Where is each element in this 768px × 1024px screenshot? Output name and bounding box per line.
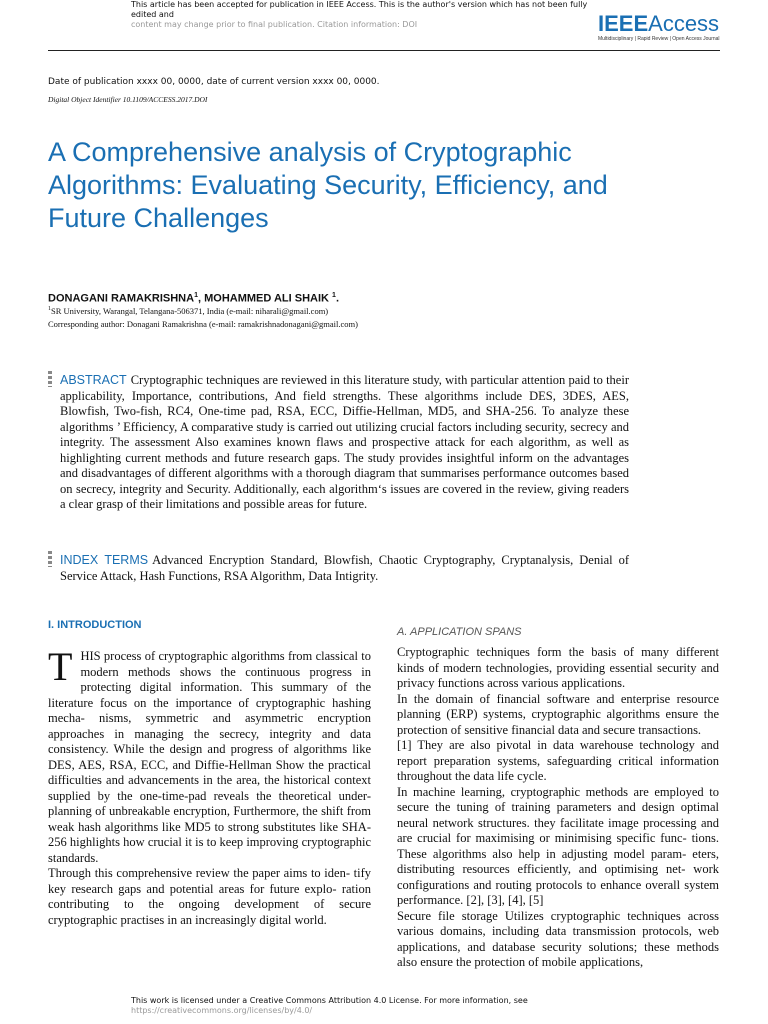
- logo-light: Access: [648, 11, 720, 36]
- index-terms: [60, 553, 629, 584]
- affiliation-text: SR University, Warangal, Telangana-506371, India (e-mail: niharali@gmail.com): [51, 305, 329, 316]
- abstract: [60, 373, 629, 513]
- author-name: MOHAMMED ALI SHAIK: [204, 292, 329, 305]
- author-end: .: [335, 292, 339, 305]
- author-separator: ,: [197, 292, 205, 305]
- author-affil-mark: 1: [332, 292, 336, 299]
- application-paragraph-3: [1] They are also pivotal in data warehouse technology and report preparation systems, safeguarding critical information throughout the data life cycle.: [397, 738, 719, 783]
- intro-paragraph-1-text: HIS process of cryptographic algorithms from classical to modern methods shows the continuous progress in protecting digital information. This summary of the literature focus on the importance of cryptographic hashing mecha- nisms, symmetric and asymmetric encryption approaches in managing the secrecy, integrity and data consistency. While the design and progress of algorithms like DES, AES, RSA, ECC, and Diffie-Hellman Show the practical difficulties and advancements in the area, the historical context supplied by the one-time-pad reveals the theoretical under-planning of unbreakable encryption, Furthermore, the shift from weak hash algorithms like MD5 to strong substitutes like SHA-256 highlights how crucial it is to keep improving cryptographic standards.: [48, 649, 371, 865]
- application-paragraph-2: In the domain of financial software and enterprise resource planning (ERP) systems, cryptographic algorithms ensure the protection of sensitive financial data and secure transactions.: [397, 691, 719, 737]
- author-name: DONAGANI RAMAKRISHNA: [48, 292, 195, 305]
- author-affil-mark: 1: [194, 292, 198, 299]
- footer-license-link[interactable]: https://creativecommons.org/licenses/by/4.0/: [131, 1006, 313, 1015]
- drop-cap: T: [48, 644, 73, 689]
- header-divider: [48, 50, 720, 51]
- top-notice: [131, 0, 591, 30]
- logo-tagline: Multidisciplinary | Rapid Review | Open Access Journal: [598, 36, 720, 42]
- paper-title: A Comprehensive analysis of Cryptographic Algorithms: Evaluating Security, Efficiency, and Future Challenges: [48, 137, 608, 233]
- affiliation: [48, 304, 328, 317]
- notice-line-1: This article has been accepted for publication in IEEE Access. This is the author's version which has not been fully edited and: [131, 0, 588, 19]
- application-paragraph-4: In machine learning, cryptographic methods are employed to secure the tuning of training parameters and design optimal neural network structures. they facilitate image processing and are crucial for maximising or minimising specific func- tions. These algorithms also help in adjusting model param- eters, distributing resources efficiently, and optimising net- work configurations and routing protocols to enhance overall system performance. [2], [3], [4], [5]: [397, 784, 719, 907]
- affil-mark: 1: [48, 306, 51, 312]
- application-paragraph-5: Secure file storage Utilizes cryptographic techniques across various domains, including data transmission protocols, web applications, and database security solutions; these methods also ensure the protection of mobile applications,: [397, 908, 719, 969]
- intro-paragraph-1: [48, 644, 371, 866]
- index-terms-marker: [48, 551, 52, 567]
- ieee-access-logo: [598, 12, 720, 43]
- logo-bold: IEEE: [598, 11, 649, 36]
- index-terms-text: Advanced Encryption Standard, Blowfish, Chaotic Cryptography, Cryptanalysis, Denial of Service Attack, Hash Functions, RSA Algorithm, Data Intigrity.: [60, 553, 629, 583]
- section-heading-introduction: I. INTRODUCTION: [48, 619, 142, 631]
- footer-license-notice: [131, 996, 591, 1016]
- publication-date: Date of publication xxxx 00, 0000, date of current version xxxx 00, 0000.: [48, 77, 380, 87]
- corresponding-author: Corresponding author: Donagani Ramakrishna (e-mail: ramakrishnadonagani@gmail.com): [48, 319, 358, 329]
- right-column: [397, 625, 719, 971]
- footer-line-1: This work is licensed under a Creative Commons Attribution 4.0 License. For more information, see: [131, 996, 528, 1005]
- index-terms-label: INDEX TERMS: [60, 553, 149, 567]
- left-column: [48, 618, 371, 928]
- abstract-text: Cryptographic techniques are reviewed in this literature study, with particular attention paid to their applicability, Importance, contributions, And field strengths. These algorithms include DES, 3DES, AES, Blowfish, Two-fish, RC4, One-time pad, RSA, ECC, Diffie-Hellman, MD5, and SHA-256. To analyze these algorithms ’ Efficiency, A comparative study is carried out utilizing crucial factors including security, secrecy and integrity. The assessment Also examines known flaws and prospective attack for each algorithm, as well as highlighting current methods and future research gaps. The study provides insightful inform on the advantages and disadvantages of different algorithms with a thorough diagram that summarises performance outcomes based on secrecy, integrity and Security. Additionally, each algorithm‘s issues are covered in the review, giving readers a clear grasp of their limitations and possible areas for future.: [60, 373, 629, 511]
- doi: Digital Object Identifier 10.1109/ACCESS.2017.DOI: [48, 95, 208, 104]
- application-body: [397, 645, 719, 971]
- abstract-marker: [48, 371, 52, 387]
- abstract-label: ABSTRACT: [60, 373, 127, 387]
- notice-line-2: content may change prior to final publication. Citation information: DOI: [131, 20, 418, 29]
- application-paragraph-1: Cryptographic techniques form the basis of many different kinds of modern technologies, providing essential security and privacy functions across various applications.: [397, 645, 719, 690]
- intro-paragraph-2: Through this comprehensive review the paper aims to iden- tify key research gaps and potential areas for future explo- ration contributing to the ongoing development of secure cryptographic practises in an increasingly digital world.: [48, 866, 371, 927]
- introduction-body: [48, 644, 371, 928]
- subsection-heading-application: A. APPLICATION SPANS: [397, 626, 522, 638]
